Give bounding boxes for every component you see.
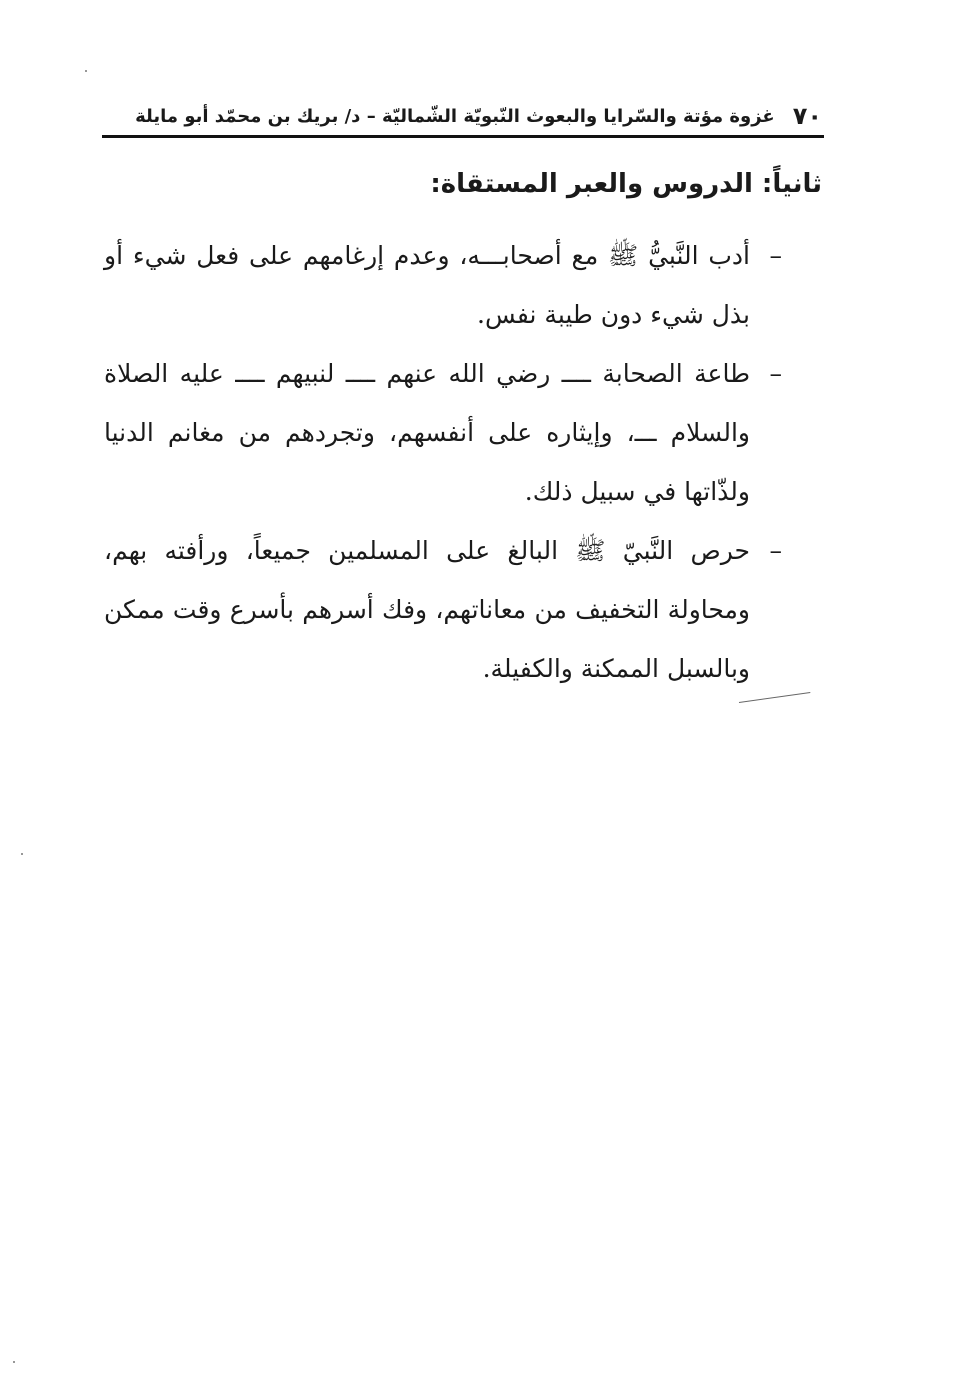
lesson-text: أدب النَّبيُّ ﷺ مع أصحابـــه، وعدم إرغامهم على فعل شيء أو بذل شيء دون طيبة نفس. [104, 241, 750, 329]
lesson-text: حرص النَّبيّ ﷺ البالغ على المسلمين جميعاً، ورأفته بهم، ومحاولة التخفيف من معاناتهم، وفك أسرهم بأسرع وقت ممكن وبالسبل الممكنة والكفيلة. [104, 536, 750, 683]
bullet-dash: – [769, 359, 782, 388]
page-number: ٧٠ [792, 102, 822, 130]
lesson-item [104, 521, 822, 698]
scan-speck [85, 70, 87, 72]
section-heading: ثانياً: الدروس والعبر المستقاة: [430, 169, 822, 199]
lesson-item [104, 344, 822, 521]
running-title: غزوة مؤتة والسّرايا والبعوث النّبويّة الشّماليّة – د/ بريك بن محمّد أبو مايلة [135, 105, 775, 127]
scan-speck [13, 1361, 15, 1363]
lesson-text: طاعة الصحابة ــــ رضي الله عنهم ــــ لنبيهم ــــ عليه الصلاة والسلام ـــ، وإيثاره على أنفسهم، وتجردهم من مغانم الدنيا ولذّاتها في سبيل ذلك. [104, 359, 750, 506]
lessons-list [104, 226, 822, 698]
bullet-dash: – [769, 241, 782, 270]
bullet-dash: – [769, 536, 782, 565]
scan-speck [21, 853, 23, 855]
page-header [104, 98, 822, 134]
header-rule [102, 135, 824, 138]
lesson-item [104, 226, 822, 344]
